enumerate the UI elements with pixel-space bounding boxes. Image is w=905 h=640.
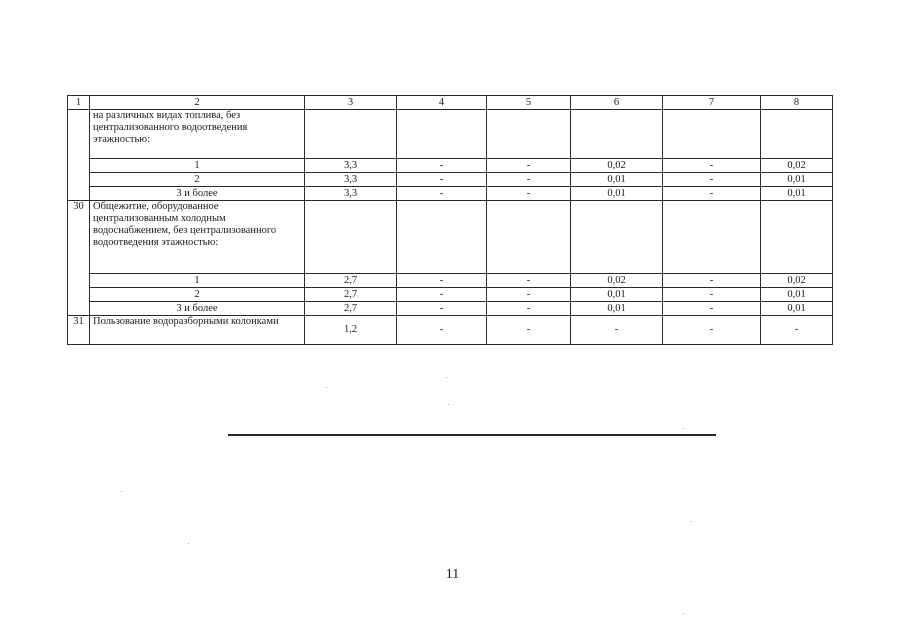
scan-speck (683, 428, 684, 429)
value-cell: 0,01 (571, 187, 663, 201)
header-cell: 2 (90, 96, 305, 110)
value-cell: - (571, 316, 663, 345)
value-cell: - (663, 302, 761, 316)
scan-speck (326, 387, 327, 388)
value-cell: 2,7 (305, 274, 397, 288)
floors-cell: 3 и более (90, 302, 305, 316)
value-cell: 1,2 (305, 316, 397, 345)
value-cell: - (397, 159, 487, 173)
value-cell: - (761, 316, 833, 345)
floors-cell: 3 и более (90, 187, 305, 201)
value-cell: 2,7 (305, 302, 397, 316)
header-cell: 7 (663, 96, 761, 110)
header-cell: 5 (487, 96, 571, 110)
header-cell: 1 (68, 96, 90, 110)
item-number-cell: 30 (68, 201, 90, 316)
value-cell (397, 201, 487, 274)
value-cell: - (397, 288, 487, 302)
value-cell: - (487, 302, 571, 316)
value-cell: - (663, 187, 761, 201)
value-cell: 2,7 (305, 288, 397, 302)
value-cell: 0,02 (761, 274, 833, 288)
header-cell: 8 (761, 96, 833, 110)
value-cell (761, 110, 833, 159)
value-cell: 0,01 (761, 173, 833, 187)
value-cell: 0,02 (571, 159, 663, 173)
item-description: Общежитие, оборудованное централизованным холодным водоснабжением, без централизованного водоотведения этажностью: (90, 201, 305, 274)
page-number: 11 (445, 567, 460, 582)
value-cell (487, 201, 571, 274)
table-row (68, 187, 833, 201)
value-cell: - (487, 274, 571, 288)
table-header-row (68, 96, 833, 110)
header-cell: 3 (305, 96, 397, 110)
value-cell: 0,01 (761, 187, 833, 201)
table-row (68, 201, 833, 274)
value-cell: 3,3 (305, 173, 397, 187)
value-cell: 3,3 (305, 159, 397, 173)
item-number-cell (68, 110, 90, 201)
value-cell (761, 201, 833, 274)
value-cell: 0,02 (571, 274, 663, 288)
value-cell: - (397, 274, 487, 288)
scan-speck (448, 404, 449, 405)
value-cell: 0,01 (571, 173, 663, 187)
value-cell (663, 110, 761, 159)
scan-speck (446, 377, 447, 378)
item-description: Пользование водоразборными колонками (90, 316, 305, 345)
value-cell: - (663, 173, 761, 187)
value-cell: 3,3 (305, 187, 397, 201)
value-cell (305, 201, 397, 274)
scan-speck (121, 491, 122, 492)
floors-cell: 2 (90, 173, 305, 187)
value-cell: - (397, 316, 487, 345)
table-row (68, 159, 833, 173)
value-cell: - (663, 159, 761, 173)
header-cell: 6 (571, 96, 663, 110)
value-cell (487, 110, 571, 159)
water-consumption-norms-table (67, 95, 833, 345)
value-cell: 0,01 (761, 302, 833, 316)
value-cell: 0,01 (761, 288, 833, 302)
value-cell: - (663, 274, 761, 288)
scan-speck (188, 543, 189, 544)
value-cell: - (487, 187, 571, 201)
value-cell: - (487, 173, 571, 187)
value-cell (571, 110, 663, 159)
value-cell (571, 201, 663, 274)
value-cell: - (397, 173, 487, 187)
value-cell: 0,02 (761, 159, 833, 173)
separator-line (228, 434, 716, 436)
header-cell: 4 (397, 96, 487, 110)
value-cell: - (663, 288, 761, 302)
scan-speck (683, 613, 684, 614)
table-row (68, 316, 833, 345)
table-row (68, 288, 833, 302)
value-cell: - (487, 288, 571, 302)
item-number-cell: 31 (68, 316, 90, 345)
table-row (68, 110, 833, 159)
value-cell: - (487, 316, 571, 345)
value-cell: - (397, 302, 487, 316)
floors-cell: 2 (90, 288, 305, 302)
value-cell: - (397, 187, 487, 201)
value-cell (305, 110, 397, 159)
table-row (68, 302, 833, 316)
item-description: на различных видах топлива, без централизованного водоотведения этажностью: (90, 110, 305, 159)
value-cell (397, 110, 487, 159)
value-cell: - (663, 316, 761, 345)
table-row (68, 274, 833, 288)
value-cell: 0,01 (571, 302, 663, 316)
value-cell: - (487, 159, 571, 173)
value-cell (663, 201, 761, 274)
table-row (68, 173, 833, 187)
floors-cell: 1 (90, 159, 305, 173)
scan-speck (691, 521, 692, 522)
floors-cell: 1 (90, 274, 305, 288)
value-cell: 0,01 (571, 288, 663, 302)
